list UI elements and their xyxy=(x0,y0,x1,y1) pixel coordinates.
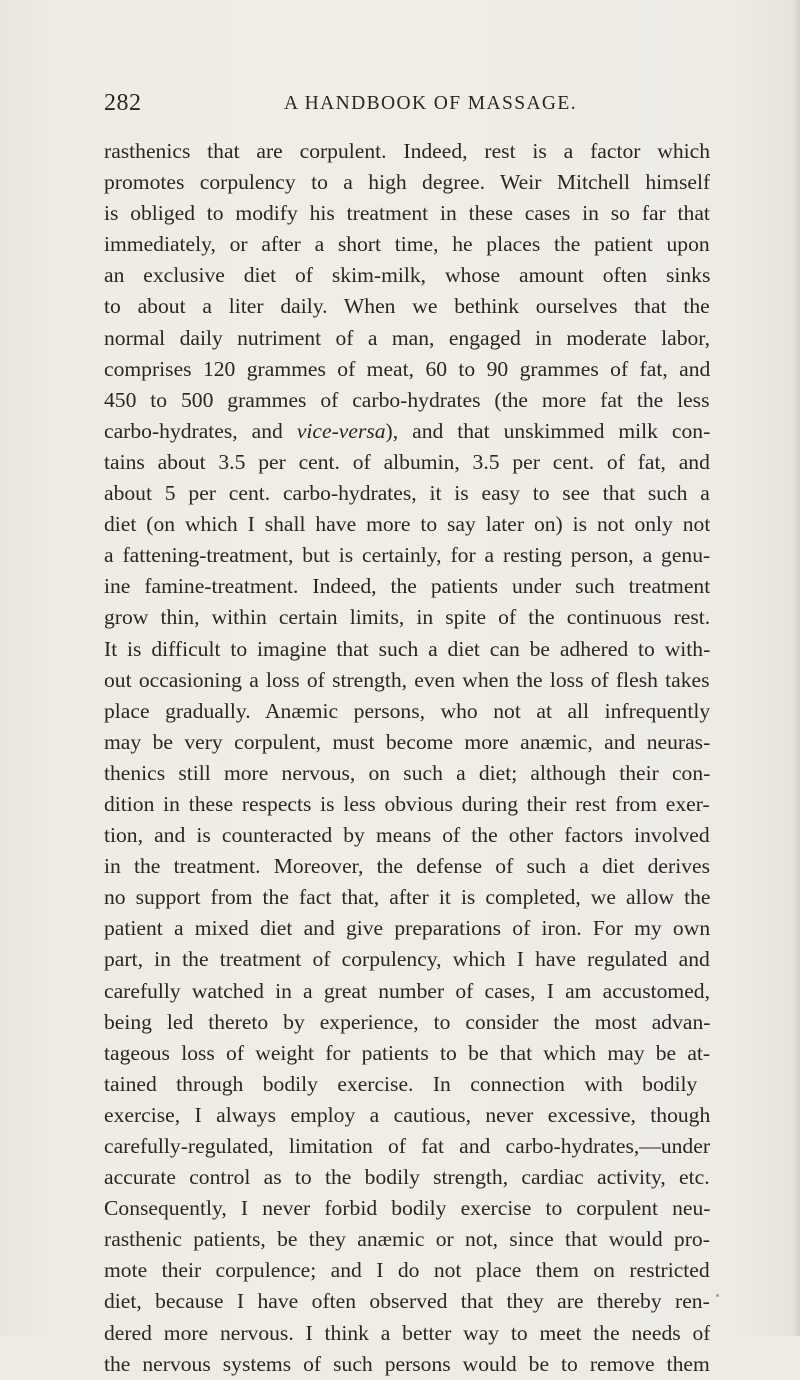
text-line: tageous loss of weight for patients to be that which may be at- xyxy=(104,1040,710,1065)
text-line: no support from the fact that, after it is completed, we allow the xyxy=(104,885,710,910)
text-line: carbo-hydrates, and vice-versa), and that unskimmed milk con- xyxy=(104,418,710,443)
text-line: comprises 120 grammes of meat, 60 to 90 grammes of fat, and xyxy=(104,356,710,381)
text-line: 450 to 500 grammes of carbo-hydrates (the more fat the less xyxy=(104,387,710,412)
text-line: It is difficult to imagine that such a diet can be adhered to with- xyxy=(104,636,710,661)
text-line: ine famine-treatment. Indeed, the patients under such treatment xyxy=(104,574,710,599)
text-line: an exclusive diet of skim-milk, whose amount often sinks xyxy=(104,263,710,288)
print-speck xyxy=(716,1294,719,1297)
text-line: is obliged to modify his treatment in these cases in so far that xyxy=(104,201,710,226)
body-text xyxy=(104,136,710,1380)
text-line: the nervous systems of such persons would be to remove them xyxy=(104,1351,710,1376)
text-line: tained through bodily exercise. In connection with bodily xyxy=(104,1071,698,1096)
text-line: accurate control as to the bodily strength, cardiac activity, etc. xyxy=(104,1165,710,1190)
text-line: immediately, or after a short time, he places the patient upon xyxy=(104,232,710,257)
page-number: 282 xyxy=(104,90,142,116)
text-line: Consequently, I never forbid bodily exercise to corpulent neu- xyxy=(104,1196,710,1221)
text-line: rasthenic patients, be they anæmic or not, since that would pro- xyxy=(104,1227,710,1252)
text-line: exercise, I always employ a cautious, never excessive, though xyxy=(104,1102,710,1127)
text-line: a fattening-treatment, but is certainly, for a resting person, a genu- xyxy=(104,543,710,568)
text-line: diet (on which I shall have more to say later on) is not only not xyxy=(104,512,710,537)
text-line: dered more nervous. I think a better way to meet the needs of xyxy=(104,1320,710,1345)
page-edge-shadow xyxy=(792,0,800,1336)
text-line: dition in these respects is less obvious during their rest from exer- xyxy=(104,791,710,816)
text-line: patient a mixed diet and give preparations of iron. For my own xyxy=(104,916,710,941)
text-line: tion, and is counteracted by means of the other factors involved xyxy=(104,823,710,848)
text-line: mote their corpulence; and I do not place them on restricted xyxy=(104,1258,710,1283)
text-line: out occasioning a loss of strength, even when the loss of flesh takes xyxy=(104,667,710,692)
text-line: to about a liter daily. When we bethink ourselves that the xyxy=(104,294,710,319)
text-line: rasthenics that are corpulent. Indeed, rest is a factor which xyxy=(104,139,710,163)
text-line: thenics still more nervous, on such a diet; although their con- xyxy=(104,760,710,785)
running-head: A HANDBOOK OF MASSAGE. xyxy=(284,93,578,114)
text-line: tains about 3.5 per cent. of albumin, 3.5 per cent. of fat, and xyxy=(104,449,710,474)
text-line: in the treatment. Moreover, the defense of such a diet derives xyxy=(104,854,710,879)
text-line: being led thereto by experience, to consider the most advan- xyxy=(104,1009,710,1034)
page-header xyxy=(104,90,710,124)
text-line: diet, because I have often observed that they are thereby ren- xyxy=(104,1289,710,1314)
text-line: grow thin, within certain limits, in spite of the continuous rest. xyxy=(104,605,710,630)
text-line: place gradually. Anæmic persons, who not at all infrequently xyxy=(104,698,710,723)
text-line: carefully-regulated, limitation of fat and carbo-hydrates,—under xyxy=(104,1134,710,1158)
text-line: carefully watched in a great number of cases, I am accustomed, xyxy=(104,978,710,1003)
text-line: may be very corpulent, must become more anæmic, and neuras- xyxy=(104,729,710,754)
text-line: normal daily nutriment of a man, engaged in moderate labor, xyxy=(104,325,710,350)
text-line: part, in the treatment of corpulency, which I have regulated and xyxy=(104,947,710,972)
text-line: about 5 per cent. carbo-hydrates, it is easy to see that such a xyxy=(104,481,710,506)
text-line: promotes corpulency to a high degree. Weir Mitchell himself xyxy=(104,170,710,195)
